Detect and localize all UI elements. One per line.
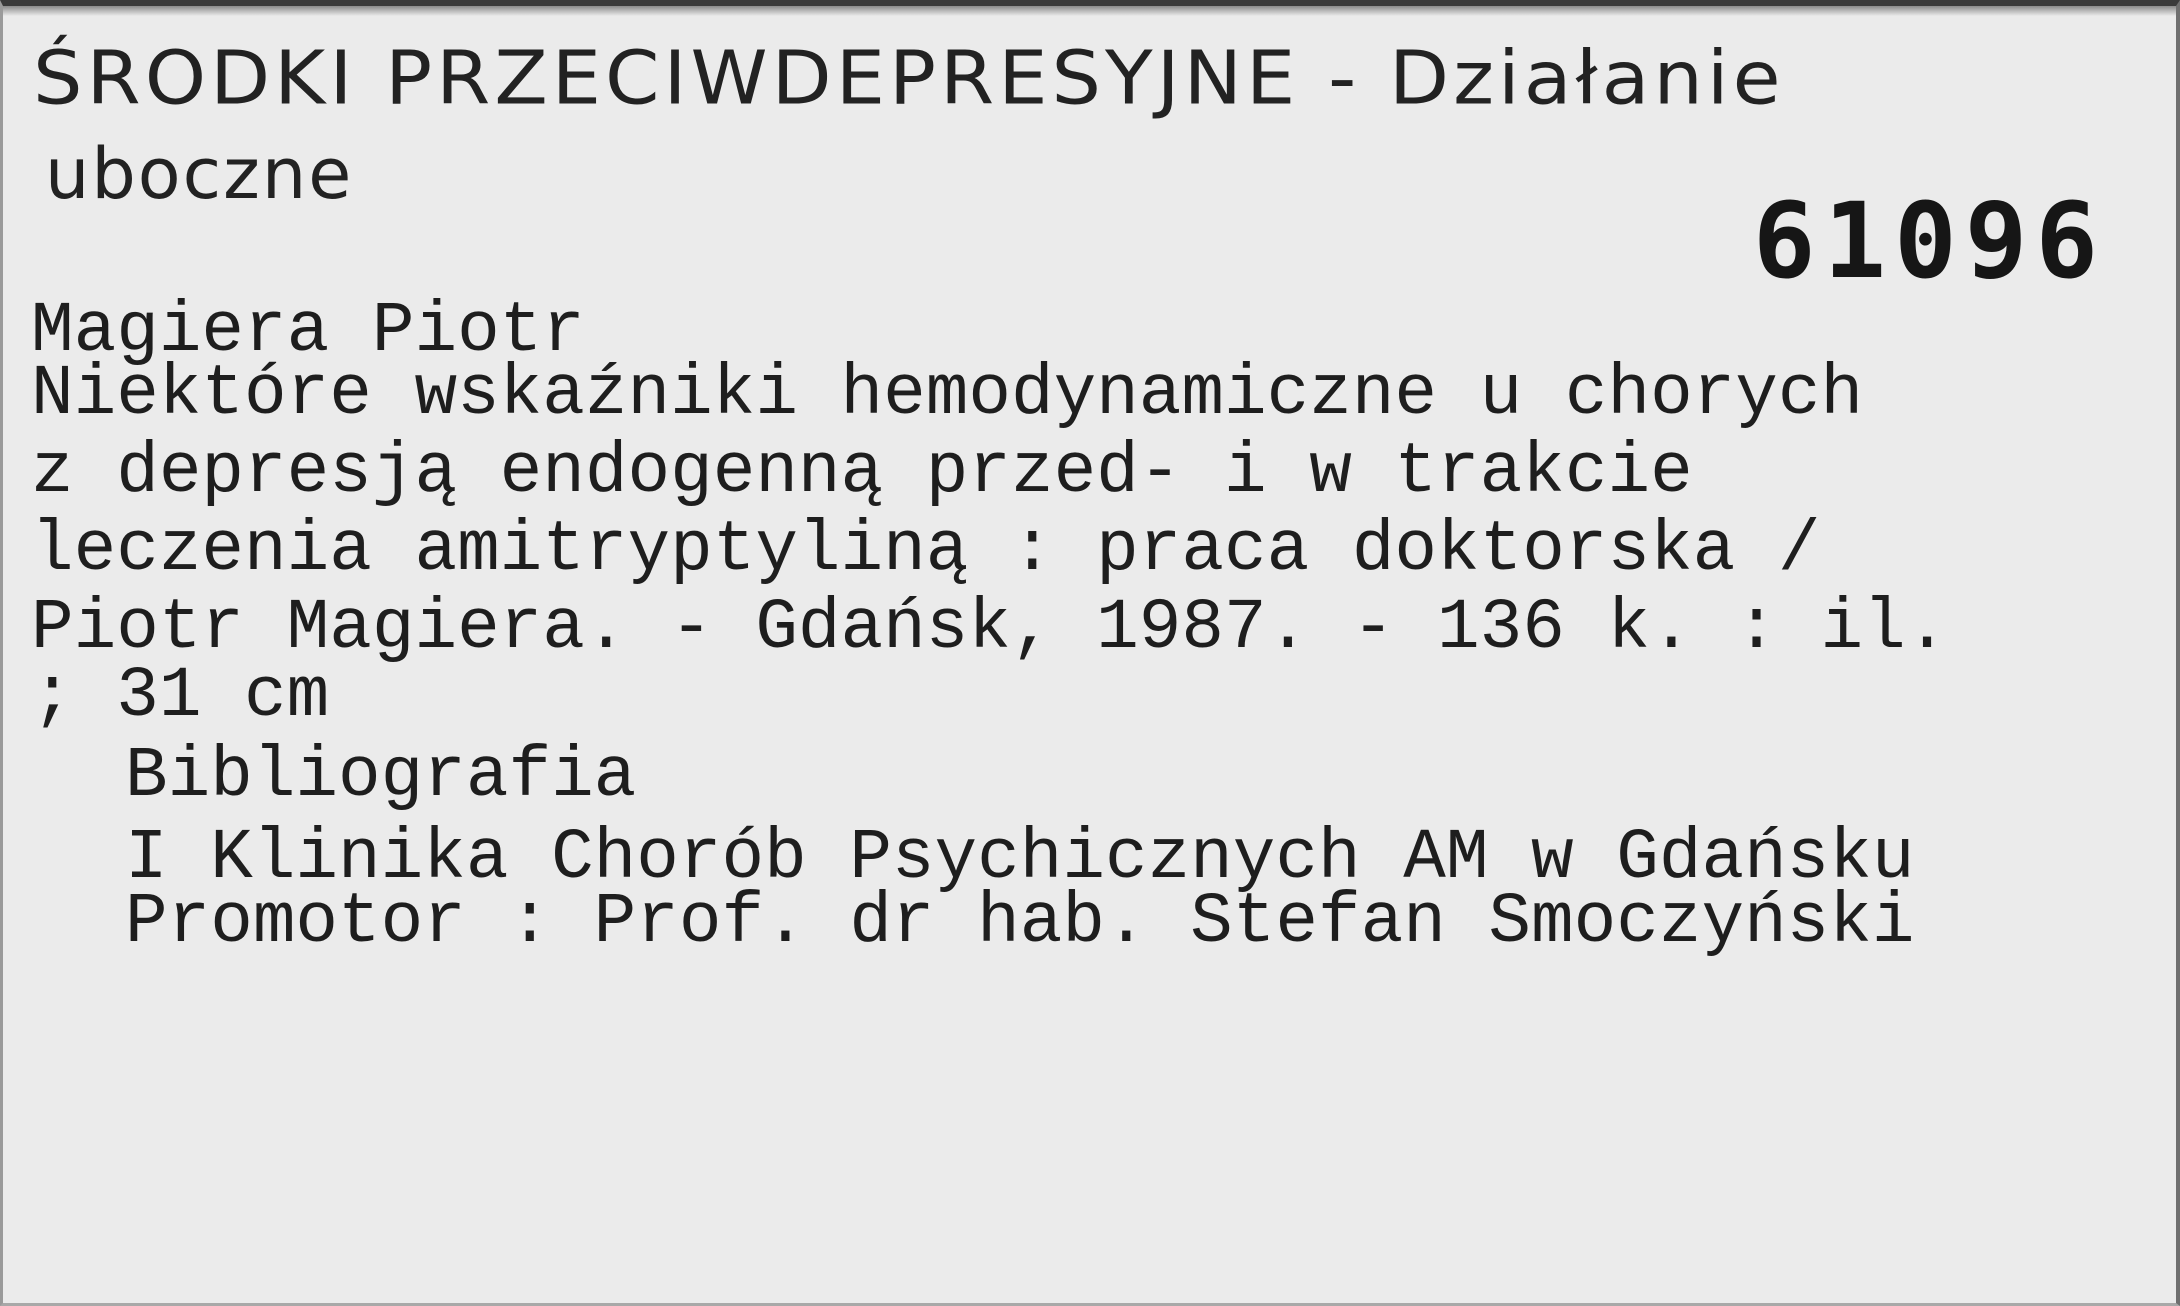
title-line: leczenia amitryptyliną : praca doktorska / [31, 511, 1821, 591]
subject-heading: ŚRODKI PRZECIWDEPRESYJNE - Działanie [33, 36, 1785, 122]
title-line: Piotr Magiera. - Gdańsk, 1987. - 136 k. : il. [31, 589, 1949, 669]
accession-number: 61096 [1752, 180, 2106, 302]
title-line: z depresją endogenną przed- i w trakcie [31, 433, 1693, 513]
note-institution: I Klinika Chorób Psychicznych AM w Gdańsku [125, 819, 1915, 899]
title-line: Niektóre wskaźniki hemodynamiczne u chorych [31, 355, 1864, 435]
subject-heading-continuation: uboczne [45, 133, 354, 215]
author-name: Magiera Piotr [31, 292, 585, 372]
physical-description: ; 31 cm [31, 657, 330, 737]
note-bibliography: Bibliografia [125, 737, 637, 817]
note-promotor: Promotor : Prof. dr hab. Stefan Smoczyński [125, 883, 1915, 963]
card-top-edge [3, 6, 2176, 16]
